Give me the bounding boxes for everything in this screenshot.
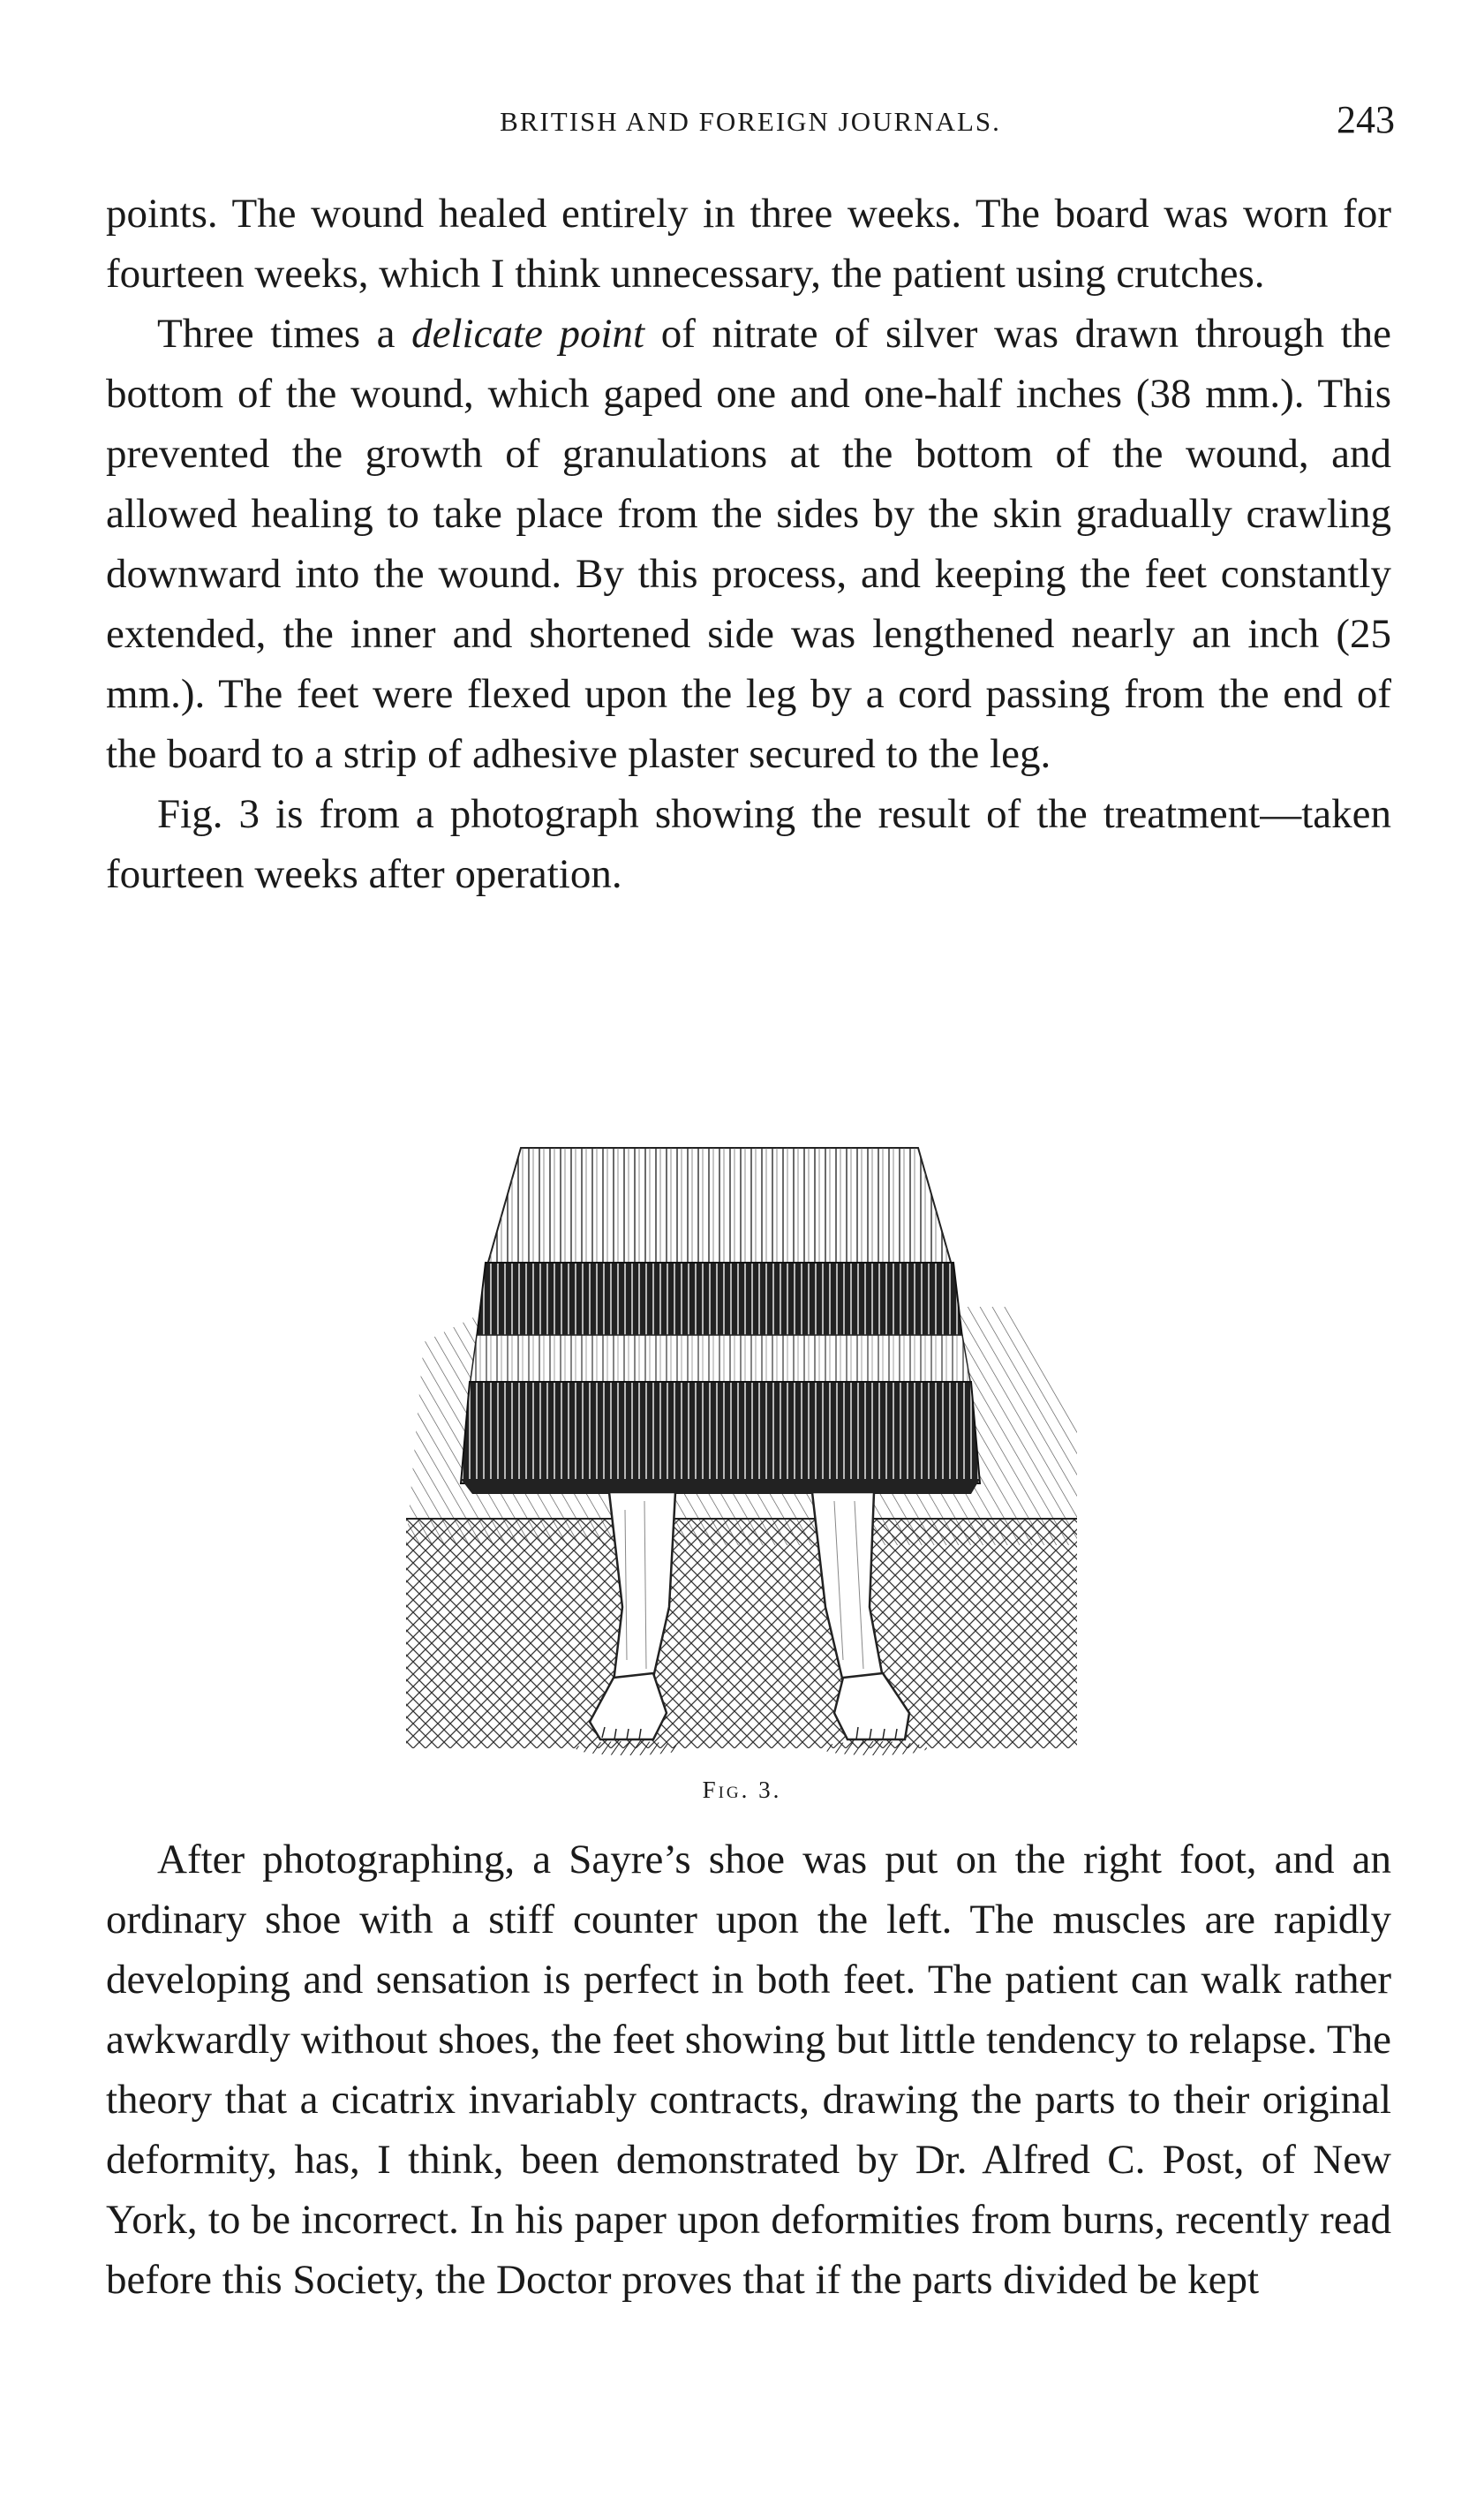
paragraph-4-text: After photographing, a Sayre’s shoe was put on the right foot, and an ordinary shoe with a stiff counter upon the left. The muscles are rapidly developing and sensation is perfect in both feet. The patient can walk rather awkwardly without shoes, the feet showing but little tendency to relapse. The theory that a cicatrix invariably contracts, drawing the parts to their original deformity, has, I think, been demonstrated by Dr. Alfred C. Post, of New York, to be incorrect. In his paper upon deformities from burns, recently read before this Society, the Doctor proves that if the parts divided be kept	[106, 1837, 1391, 2303]
paragraph-3-text: Fig. 3 is from a photograph showing the result of the treatment—taken fourteen weeks after operation.	[106, 791, 1391, 897]
page-number: 243	[1337, 98, 1395, 141]
body-text-top	[106, 184, 1391, 904]
paragraph-1	[106, 184, 1391, 304]
running-title: BRITISH AND FOREIGN JOURNALS.	[500, 106, 1001, 137]
figure-caption: Fig. 3.	[702, 1777, 782, 1803]
paragraph-2	[106, 304, 1391, 784]
paragraph-1-text: points. The wound healed entirely in three weeks. The board was worn for fourteen weeks, which I think unnecessary, the patient using crutches.	[106, 191, 1391, 297]
paragraph-4	[106, 1830, 1391, 2310]
engraving-illustration	[388, 1130, 1095, 1766]
paragraph-2-text-before: Three times a	[157, 311, 412, 357]
running-head	[106, 95, 1395, 148]
paragraph-2-emphasis: delicate point	[411, 311, 645, 357]
body-text-bottom	[106, 1830, 1391, 2310]
paragraph-2-text-after: of nitrate of silver was drawn through the bottom of the wound, which gaped one and one-half inches (38 mm.). This prevented the growth of granulations at the bottom of the wound, and allowed healing to take place from the sides by the skin gradually crawling downward into the wound. By this process, and keeping the feet constantly extended, the inner and shortened side was lengthened nearly an inch (25 mm.). The feet were flexed upon the leg by a cord passing from the end of the board to a strip of adhesive plaster secured to the leg.	[106, 311, 1391, 777]
paragraph-3	[106, 784, 1391, 904]
figure-engraving	[388, 1130, 1095, 1766]
